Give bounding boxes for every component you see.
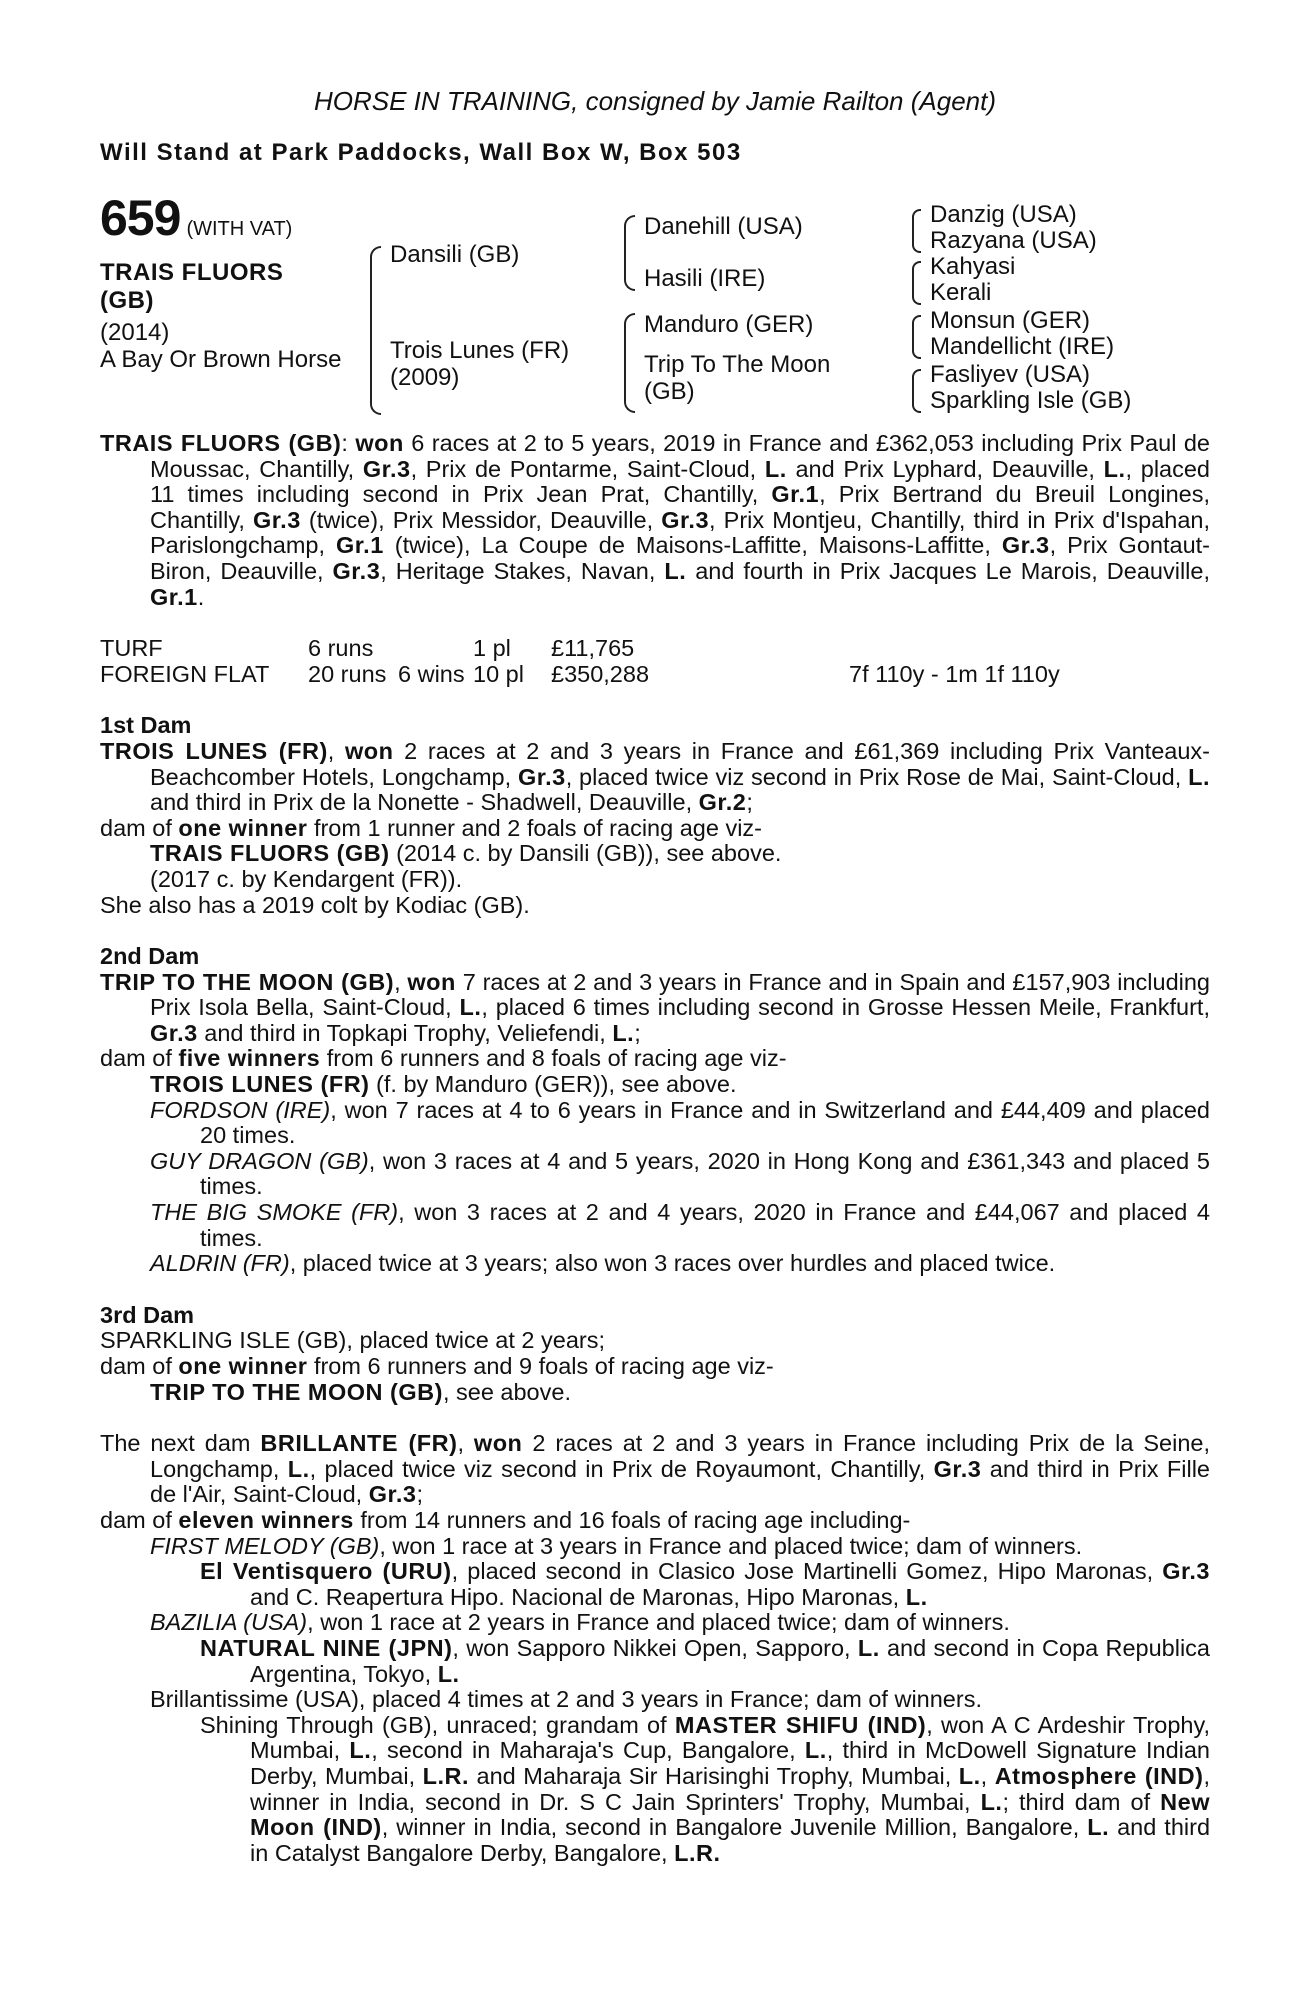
t: L. xyxy=(612,1019,635,1046)
t: ; xyxy=(416,1481,423,1508)
t: , Heritage Stakes, Navan, xyxy=(380,557,665,584)
t: , won 3 races at 4 and 5 years, 2020 in Hong Kong and £361,343 and placed 5 times. xyxy=(200,1147,1210,1200)
vat-note: (WITH VAT) xyxy=(186,218,293,240)
t: from 6 runners and 8 foals of racing age viz- xyxy=(320,1045,787,1072)
horse-name-line2: (GB) xyxy=(100,287,154,314)
horse-name xyxy=(100,259,283,315)
t: L. xyxy=(664,557,687,584)
t: TRIP TO THE MOON (GB) xyxy=(100,968,395,995)
t: , won A C Ardeshir Trophy, Mumbai, xyxy=(250,1711,1210,1764)
stat-wins: 6 wins xyxy=(398,660,465,687)
t: L.R. xyxy=(674,1839,721,1866)
t: five winners xyxy=(178,1045,321,1072)
t: L. xyxy=(1188,763,1210,790)
gen3-bracket-3 xyxy=(912,315,921,359)
dam-year: (2009) xyxy=(390,364,460,391)
dam-record xyxy=(100,970,1210,1047)
produce-item: Brillantissime (USA), placed 4 times at 2 and 3 years in France; dam of winners. xyxy=(150,1686,982,1713)
t: ; third dam of xyxy=(1002,1788,1161,1815)
pedigree-block xyxy=(100,190,1210,431)
produce-item xyxy=(100,1200,1210,1251)
produce-summary xyxy=(100,1354,1210,1380)
t: from 6 runners and 9 foals of racing age viz- xyxy=(307,1353,774,1379)
stat-placed: 1 pl xyxy=(473,635,511,662)
t: , winner in India, second in Bangalore Juvenile Million, Bangalore, xyxy=(381,1814,1088,1841)
sire: Dansili (GB) xyxy=(390,241,520,268)
t: one winner xyxy=(178,1353,308,1379)
stat-prize: £11,765 xyxy=(551,635,635,662)
t: El Ventisquero (URU) xyxy=(200,1558,452,1585)
produce-item xyxy=(100,1610,1210,1636)
t: , placed 11 times including second in Prix Jean Prat, Chantilly, xyxy=(150,455,1210,508)
t: dam of xyxy=(100,1045,179,1072)
t: , placed twice viz second in Prix de Royaumont, Chantilly, xyxy=(309,1455,934,1482)
t: and C. Reapertura Hipo. Nacional de Maronas, Hipo Maronas, xyxy=(250,1583,906,1610)
horse-description: A Bay Or Brown Horse xyxy=(100,346,342,373)
dam-dam xyxy=(644,351,830,405)
t: L. xyxy=(1087,1814,1110,1841)
dam-record xyxy=(100,739,1210,816)
produce-summary xyxy=(100,1508,1210,1534)
t: L. xyxy=(349,1737,372,1764)
t: , winner in India, second in Dr. S C Jain Sprinters' Trophy, Mumbai, xyxy=(250,1762,1210,1815)
t: L. xyxy=(804,1737,827,1764)
t: won xyxy=(473,1430,523,1457)
t: , Prix de Pontarme, Saint-Cloud, xyxy=(410,455,765,482)
t: (2014 c. by Dansili (GB)), see above. xyxy=(389,840,782,867)
t: L. xyxy=(857,1634,880,1661)
t: , placed second in Clasico Jose Martinelli Gomez, Hipo Maronas, xyxy=(451,1558,1163,1585)
dsd: Mandellicht (IRE) xyxy=(930,333,1115,360)
produce-item xyxy=(100,1072,1210,1098)
t: L. xyxy=(1103,455,1126,482)
section-heading: 1st Dam xyxy=(100,712,192,739)
dam-record: SPARKLING ISLE (GB), placed twice at 2 years; xyxy=(100,1327,606,1354)
t: (f. by Manduro (GER)), see above. xyxy=(369,1071,737,1098)
t: , xyxy=(394,968,408,995)
section-heading: 2nd Dam xyxy=(100,943,200,970)
t: TROIS LUNES (FR) xyxy=(150,1071,370,1098)
t: L.R. xyxy=(422,1762,470,1789)
t: , Prix Gontaut-Biron, Deauville, xyxy=(150,532,1210,584)
t: New Moon (IND) xyxy=(250,1788,1210,1841)
dds: Fasliyev (USA) xyxy=(930,361,1091,388)
t: FORDSON (IRE) xyxy=(150,1096,331,1123)
t: , see above. xyxy=(442,1378,571,1405)
t: THE BIG SMOKE (FR) xyxy=(150,1199,399,1226)
produce-item xyxy=(100,1713,1210,1867)
t: TROIS LUNES (FR) xyxy=(100,737,328,764)
ssd: Razyana (USA) xyxy=(930,227,1097,254)
t: ALDRIN (FR) xyxy=(150,1250,290,1277)
produce-item: (2017 c. by Kendargent (FR)). xyxy=(150,865,463,892)
race-stats-table xyxy=(100,636,1060,687)
foaling-year: (2014) xyxy=(100,319,170,346)
next-dam-section xyxy=(100,1431,1210,1866)
stat-distance: 7f 110y - 1m 1f 110y xyxy=(849,660,1060,687)
produce-item xyxy=(100,1534,1210,1560)
t: ; xyxy=(746,789,753,816)
stand-location: Will Stand at Park Paddocks, Wall Box W, Box 503 xyxy=(100,139,742,166)
t: , Prix Bertrand du Breuil Longines, Chantilly, xyxy=(150,481,1210,533)
t: , xyxy=(327,737,345,764)
t: Atmosphere (IND) xyxy=(994,1762,1204,1789)
stat-runs: 6 runs xyxy=(308,635,374,662)
t: Gr.3 xyxy=(332,557,381,584)
t: eleven winners xyxy=(178,1506,354,1533)
t: L. xyxy=(459,994,482,1021)
t: Gr.3 xyxy=(253,506,301,533)
gen3-bracket-2 xyxy=(912,261,921,305)
page-header: HORSE IN TRAINING, consigned by Jamie Railton (Agent) xyxy=(313,86,997,116)
catalogue-page xyxy=(100,80,1210,1866)
t: Gr.1 xyxy=(336,532,384,559)
dam xyxy=(390,337,569,391)
stat-wins xyxy=(398,636,473,662)
t: dam of xyxy=(100,1353,179,1379)
first-dam-section xyxy=(100,713,1210,918)
t: BRILLANTE (FR) xyxy=(260,1430,458,1457)
ddd: Sparkling Isle (GB) xyxy=(930,387,1132,414)
race-record xyxy=(100,431,1210,610)
t: , xyxy=(980,1762,995,1789)
t: won xyxy=(407,968,456,995)
also-note: She also has a 2019 colt by Kodiac (GB). xyxy=(100,891,530,918)
gen3-bracket-4 xyxy=(912,369,921,413)
t: (twice), Prix Messidor, Deauville, xyxy=(300,506,662,533)
dam-parents-bracket xyxy=(624,313,635,413)
t: dam of xyxy=(100,1506,179,1533)
t: MASTER SHIFU (IND) xyxy=(674,1711,927,1738)
t: , third in McDowell Signature Indian Derby, Mumbai, xyxy=(250,1737,1210,1789)
t: Gr.3 xyxy=(933,1455,982,1482)
t: L. xyxy=(287,1455,310,1482)
t: : xyxy=(341,430,356,456)
horse-name-line1: TRAIS FLUORS xyxy=(100,259,284,286)
t: 2 races at 2 and 3 years in France and £61,369 including Prix Vanteaux-Beachcomber Hotels, Longchamp, xyxy=(150,737,1210,790)
t: (twice), La Coupe de Maisons-Laffitte, Maisons-Laffitte, xyxy=(383,532,1002,559)
t: Gr.3 xyxy=(1001,532,1050,559)
t: Gr.3 xyxy=(661,506,710,533)
t: dam of xyxy=(100,814,179,841)
t: Gr.3 xyxy=(362,455,411,482)
dam-dam-name: Trip To The Moon xyxy=(644,351,831,378)
t: Gr.3 xyxy=(150,1019,198,1046)
stat-distance xyxy=(849,636,1060,662)
dam-dam-country: (GB) xyxy=(644,378,695,405)
t: and third in Topkapi Trophy, Veliefendi, xyxy=(197,1019,613,1046)
t: from 1 runner and 2 foals of racing age viz- xyxy=(307,814,762,841)
produce-item xyxy=(100,1098,1210,1149)
gen3-bracket-1 xyxy=(912,209,921,253)
second-dam-section xyxy=(100,944,1210,1277)
t: won xyxy=(355,430,404,456)
t: Shining Through (GB), unraced; grandam of xyxy=(200,1711,675,1738)
sdd: Kerali xyxy=(930,279,992,306)
t: TRIP TO THE MOON (GB) xyxy=(150,1378,443,1405)
t: L. xyxy=(764,455,787,482)
t: , xyxy=(457,1430,474,1457)
t: , placed twice at 3 years; also won 3 races over hurdles and placed twice. xyxy=(289,1250,1056,1277)
sire-parents-bracket xyxy=(624,215,635,291)
stat-label: FOREIGN FLAT xyxy=(100,660,270,687)
t: 2 races at 2 and 3 years in France including Prix de la Seine, Longchamp, xyxy=(150,1430,1211,1482)
third-dam-section xyxy=(100,1303,1210,1405)
t: , won 7 races at 4 to 6 years in France and in Switzerland and £44,409 and placed 20 times. xyxy=(200,1096,1210,1149)
produce-item xyxy=(100,1380,1210,1406)
produce-item xyxy=(100,1251,1210,1277)
t: from 14 runners and 16 foals of racing age including- xyxy=(353,1506,911,1533)
section-heading: 3rd Dam xyxy=(100,1301,195,1328)
table-row xyxy=(100,636,1060,662)
t: TRAIS FLUORS (GB) xyxy=(150,840,390,867)
produce-summary xyxy=(100,816,1210,842)
t: NATURAL NINE (JPN) xyxy=(200,1634,453,1661)
t: and Prix Lyphard, Deauville, xyxy=(786,455,1104,482)
dss: Monsun (GER) xyxy=(930,307,1091,334)
stat-label: TURF xyxy=(100,635,163,662)
dam-name: Trois Lunes (FR) xyxy=(390,337,570,364)
t: Gr.2 xyxy=(698,789,747,816)
sss: Danzig (USA) xyxy=(930,201,1077,228)
t: and third in Prix de la Nonette - Shadwell, Deauville, xyxy=(150,789,699,816)
t: , won 1 race at 2 years in France and placed twice; dam of winners. xyxy=(307,1609,1010,1636)
t: , placed twice viz second in Prix Rose de Mai, Saint-Cloud, xyxy=(565,763,1189,790)
t: L. xyxy=(905,1583,928,1610)
t: Gr.3 xyxy=(368,1481,417,1508)
sire-sire: Danehill (USA) xyxy=(644,213,803,240)
t: Gr.3 xyxy=(517,763,566,790)
t: , won 1 race at 3 years in France and placed twice; dam of winners. xyxy=(379,1532,1083,1559)
t: Gr.1 xyxy=(150,583,198,610)
t: and Maharaja Sir Harisinghi Trophy, Mumbai, xyxy=(469,1762,959,1789)
t: FIRST MELODY (GB) xyxy=(150,1532,380,1559)
t: , won 3 races at 2 and 4 years, 2020 in France and £44,067 and placed 4 times. xyxy=(200,1199,1210,1251)
t: GUY DRAGON (GB) xyxy=(150,1147,369,1174)
t: , Prix Montjeu, Chantilly, third in Prix d'Ispahan, Parislongchamp, xyxy=(150,506,1211,559)
sire-dam-bracket xyxy=(370,246,381,415)
t: and fourth in Prix Jacques Le Marois, Deauville, xyxy=(686,557,1210,584)
t: , second in Maharaja's Cup, Bangalore, xyxy=(371,1737,805,1764)
t: and third in Prix Fille de l'Air, Saint-Cloud, xyxy=(150,1455,1210,1508)
produce-summary xyxy=(100,1046,1210,1072)
t: The next dam xyxy=(100,1430,261,1457)
t: . xyxy=(197,583,205,610)
t: 7 races at 2 and 3 years in France and in Spain and £157,903 including Prix Isola Bella, Saint-Cloud, xyxy=(150,968,1211,1021)
stat-placed: 10 pl xyxy=(473,660,524,687)
t: one winner xyxy=(178,814,308,841)
lot-number: 659 xyxy=(100,190,181,246)
t: won xyxy=(344,737,394,764)
stat-runs: 20 runs xyxy=(308,660,387,687)
t: L. xyxy=(958,1762,981,1789)
t: , placed 6 times including second in Grosse Hessen Meile, Frankfurt, xyxy=(481,994,1210,1021)
t: ; xyxy=(634,1019,641,1046)
dam-record xyxy=(100,1431,1210,1508)
produce-item xyxy=(100,1559,1210,1610)
sds: Kahyasi xyxy=(930,253,1016,280)
t: Gr.1 xyxy=(771,481,820,508)
record-horse-name: TRAIS FLUORS (GB) xyxy=(100,430,342,456)
produce-item xyxy=(100,1149,1210,1200)
produce-item xyxy=(100,1636,1210,1687)
t: BAZILIA (USA) xyxy=(150,1609,308,1636)
t: L. xyxy=(980,1788,1003,1815)
sire-dam: Hasili (IRE) xyxy=(644,265,766,292)
produce-item xyxy=(100,841,1210,867)
stat-prize: £350,288 xyxy=(551,660,650,687)
t: and second in Copa Republica Argentina, Tokyo, xyxy=(250,1634,1210,1687)
table-row xyxy=(100,662,1060,688)
dam-sire: Manduro (GER) xyxy=(644,311,814,338)
lot-number-line xyxy=(100,190,293,246)
t: L. xyxy=(437,1660,460,1687)
t: Gr.3 xyxy=(1162,1558,1210,1585)
t: 6 races at 2 to 5 years, 2019 in France and £362,053 including Prix Paul de Moussac, Chantilly, xyxy=(150,430,1210,482)
t: and third in Catalyst Bangalore Derby, Bangalore, xyxy=(250,1814,1211,1866)
t: , won Sapporo Nikkei Open, Sapporo, xyxy=(452,1634,858,1661)
